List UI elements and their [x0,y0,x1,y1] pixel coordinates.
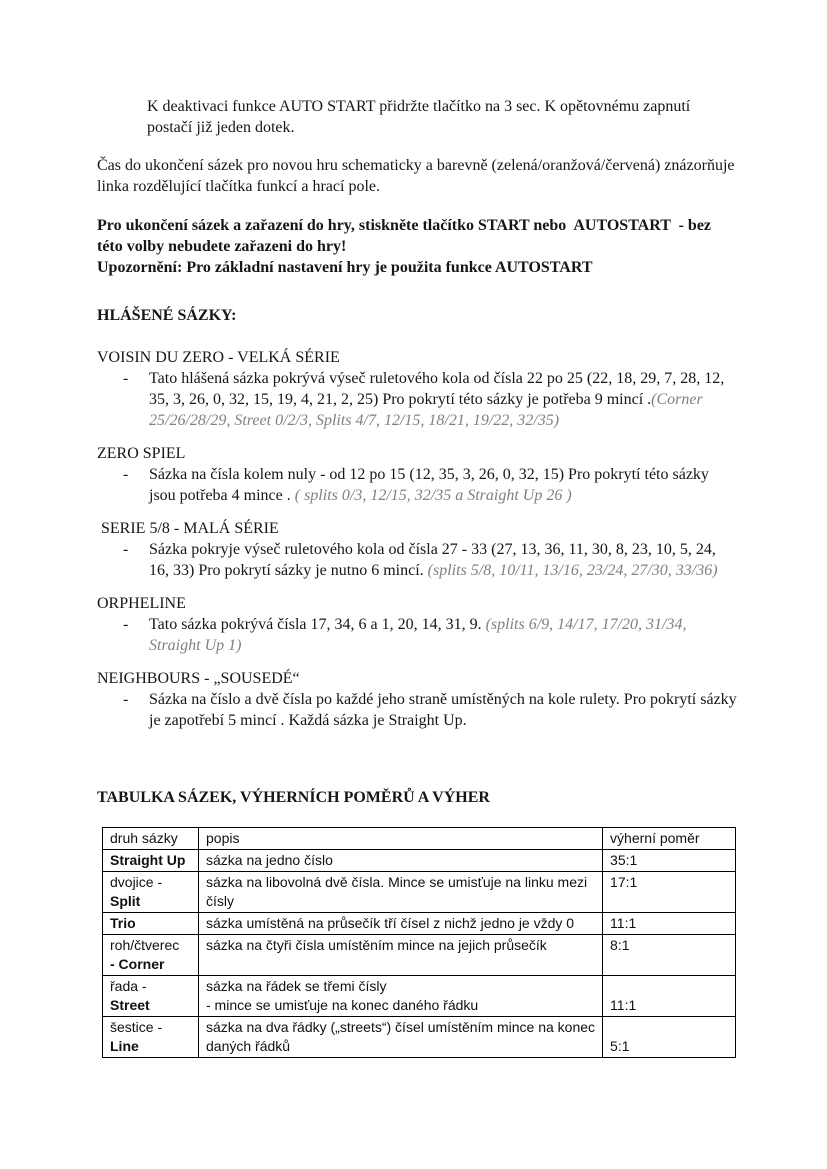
bet-description-cell [199,850,603,872]
announced-bets-sections [97,347,741,731]
bullet-text: Sázka na čísla kolem nuly - od 12 po 15 (12, 35, 3, 26, 0, 32, 15) Pro pokrytí této sázky jsou potřeba 4 mince . [149,466,713,504]
bet-description-line: sázka na jedno číslo [206,852,333,868]
bullet-dash-icon: - [123,370,129,387]
bullet-dash-icon: - [123,541,129,558]
payout-ratio-value: 11:1 [610,915,637,931]
payout-ratio-cell [603,976,736,1017]
bullet-item [97,464,737,506]
payout-ratio-cell [603,1017,736,1058]
bets-table [102,827,736,1058]
payout-ratio-value: 17:1 [610,874,638,890]
bet-type-cell [103,872,199,913]
bet-type-cell [103,1017,199,1058]
table-header-cell [199,828,603,850]
bet-section-title: NEIGHBOURS - „SOUSEDÉ“ [97,670,300,687]
bet-section [97,668,741,731]
bet-description-line: - mince se umisťuje na konec daného řádku [206,997,479,1013]
bullet-item [97,539,737,581]
bullet-item [97,689,741,731]
bet-type-cell [103,850,199,872]
bullet-note: (Corner 25/26/28/29, Street 0/2/3, Splits 4/7, 12/15, 18/21, 19/22, 32/35) [149,391,707,429]
bet-section [97,518,737,581]
bet-type-line: šestice - [110,1019,163,1035]
bet-description-line: sázka na čtyři čísla umístěním mince na jejich průsečík [206,937,547,953]
bet-section [97,443,737,506]
table-header-label: popis [206,830,240,846]
bet-section-title: VOISIN DU ZERO - VELKÁ SÉRIE [97,349,340,366]
payout-ratio-cell [603,850,736,872]
table-header-row [103,828,736,850]
payout-ratio-cell [603,872,736,913]
announced-bets-heading: HLÁŠENÉ SÁZKY: [97,307,237,324]
bet-type-line: Straight Up [110,852,186,868]
bullet-dash-icon: - [123,691,129,708]
bet-description-line: sázka na dva řádky („streets“) čísel umístěním mince na konec [206,1019,596,1035]
bet-type-line: Trio [110,915,136,931]
bullet-dash-icon: - [123,466,129,483]
payout-ratio-cell [603,913,736,935]
intro-paragraph-indented: K deaktivaci funkce AUTO START přidržte tlačítko na 3 sec. K opětovnému zapnutí postačí již jeden dotek. [147,98,695,136]
bet-type-line: roh/čtverec [110,937,180,953]
table-row [103,1017,736,1058]
warning-paragraph [97,215,737,278]
bullet-dash-icon: - [123,616,129,633]
payout-ratio-value: 35:1 [610,852,638,868]
bet-description-cell [199,976,603,1017]
table-header-cell [103,828,199,850]
warning-line: Upozornění: Pro základní nastavení hry je použita funkce AUTOSTART [97,259,593,276]
payout-ratio-value: 11:1 [610,997,637,1013]
bullet-text: Sázka pokryje výseč ruletového kola od čísla 27 - 33 (27, 13, 36, 11, 30, 8, 23, 10, 5, 24, 16, 33) Pro pokrytí sázky je nutno 6 mincí. [149,541,720,579]
bet-description-cell [199,1017,603,1058]
payout-ratio-cell [603,935,736,976]
bet-description-cell [199,872,603,913]
bet-type-cell [103,976,199,1017]
bullet-note: (splits 6/9, 14/17, 17/20, 31/34, Straight Up 1) [149,616,691,654]
bullet-text: Tato hlášená sázka pokrývá výseč ruletového kola od čísla 22 po 25 (22, 18, 29, 7, 28, 12, 35, 3, 26, 0, 32, 15, 19, 4, 21, 2, 25) Pro pokrytí této sázky je potřeba 9 mincí . [149,370,729,408]
bet-section [97,347,737,431]
bet-type-line: - Corner [110,956,165,972]
bet-section-title: ZERO SPIEL [97,445,186,462]
bet-description-line: sázka na řádek se třemi čísly [206,978,387,994]
bet-description-cell [199,935,603,976]
bullet-text: Sázka na číslo a dvě čísla po každé jeho straně umístěných na kole rulety. Pro pokrytí sázky je zapotřebí 5 mincí . Každá sázka je Straight Up. [149,691,741,729]
bullet-item [97,614,737,656]
bet-type-line: Line [110,1038,139,1054]
intro-paragraph: Čas do ukončení sázek pro novou hru schematicky a barevně (zelená/oranžová/červená) znázorňuje linka rozdělující tlačítka funkcí a hrací pole. [97,157,739,195]
bet-section-title: SERIE 5/8 - MALÁ SÉRIE [97,520,279,537]
payout-ratio-value: 5:1 [610,1038,630,1054]
bet-description-line: čísly [206,893,234,909]
table-header-cell [603,828,736,850]
warning-line: Pro ukončení sázek a zařazení do hry, stiskněte tlačítko START nebo AUTOSTART - bez této volby nebudete zařazeni do hry! [97,217,716,255]
table-row [103,850,736,872]
table-header-label: výherní poměr [610,830,700,846]
table-row [103,935,736,976]
bet-type-line: Split [110,893,141,909]
table-header-label: druh sázky [110,830,178,846]
bet-section [97,593,737,656]
table-row [103,872,736,913]
bet-description-line: daných řádků [206,1038,291,1054]
table-row [103,976,736,1017]
bet-description-cell [199,913,603,935]
bet-type-line: Street [110,997,150,1013]
bet-type-line: dvojice - [110,874,163,890]
bet-type-cell [103,935,199,976]
bet-section-title: ORPHELINE [97,595,186,612]
bullet-note: (splits 5/8, 10/11, 13/16, 23/24, 27/30, 33/36) [427,562,718,579]
document-content [97,96,741,1058]
bets-table-body [103,828,736,1058]
bet-type-line: řada - [110,978,147,994]
bets-table-heading: TABULKA SÁZEK, VÝHERNÍCH POMĚRŮ A VÝHER [97,789,490,806]
table-row [103,913,736,935]
bet-description-line: sázka umístěná na průsečík tří čísel z nichž jedno je vždy 0 [206,915,575,931]
payout-ratio-value: 8:1 [610,937,630,953]
bullet-note: ( splits 0/3, 12/15, 32/35 a Straight Up 26 ) [294,487,572,504]
bullet-item [97,368,737,431]
bet-type-cell [103,913,199,935]
bet-description-line: sázka na libovolná dvě čísla. Mince se umisťuje na linku mezi [206,874,588,890]
bullet-text: Tato sázka pokrývá čísla 17, 34, 6 a 1, 20, 14, 31, 9. [149,616,486,633]
